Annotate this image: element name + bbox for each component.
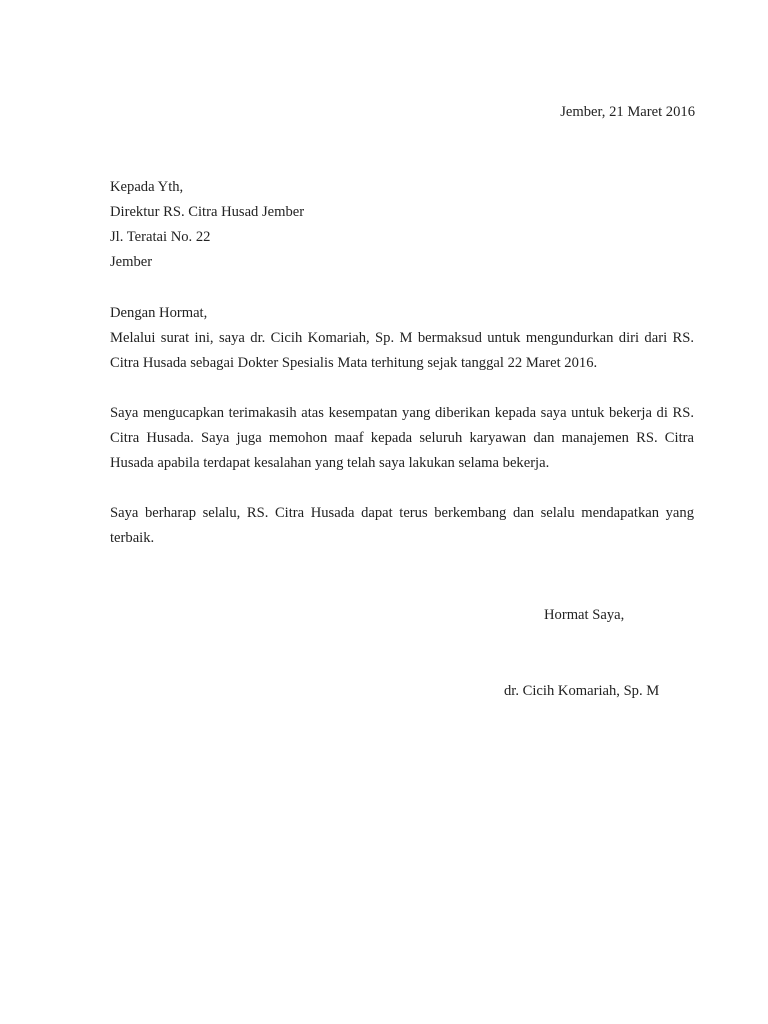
addressee-city: Jember [110,254,153,270]
addressee-street: Jl. Teratai No. 22 [110,229,211,245]
letter-body [110,301,694,551]
letter-date: Jember, 21 Maret 2016 [560,104,695,120]
paragraph-spacer [110,376,694,401]
signature-name: dr. Cicih Komariah, Sp. M [504,683,660,699]
addressee-salutation: Kepada Yth, [110,179,184,195]
addressee-recipient: Direktur RS. Citra Husad Jember [110,204,305,220]
paragraph-resignation: Melalui surat ini, saya dr. Cicih Komariah, Sp. M bermaksud untuk mengundurkan diri dari RS. Citra Husada sebagai Dokter Spesialis Mata terhitung sejak tanggal 22 Maret 2016. [110,330,694,371]
addressee-block [110,175,304,275]
closing: Hormat Saya, [544,607,625,623]
paragraph-spacer [110,476,694,501]
paragraph-hope: Saya berharap selalu, RS. Citra Husada dapat terus berkembang dan selalu mendapatkan yang terbaik. [110,505,694,546]
greeting: Dengan Hormat, [110,305,208,321]
paragraph-thanks: Saya mengucapkan terimakasih atas kesempatan yang diberikan kepada saya untuk bekerja di RS. Citra Husada. Saya juga memohon maaf kepada seluruh karyawan dan manajemen RS. Citra Husada apabila terdapat kesalahan yang telah saya lakukan selama bekerja. [110,405,694,471]
